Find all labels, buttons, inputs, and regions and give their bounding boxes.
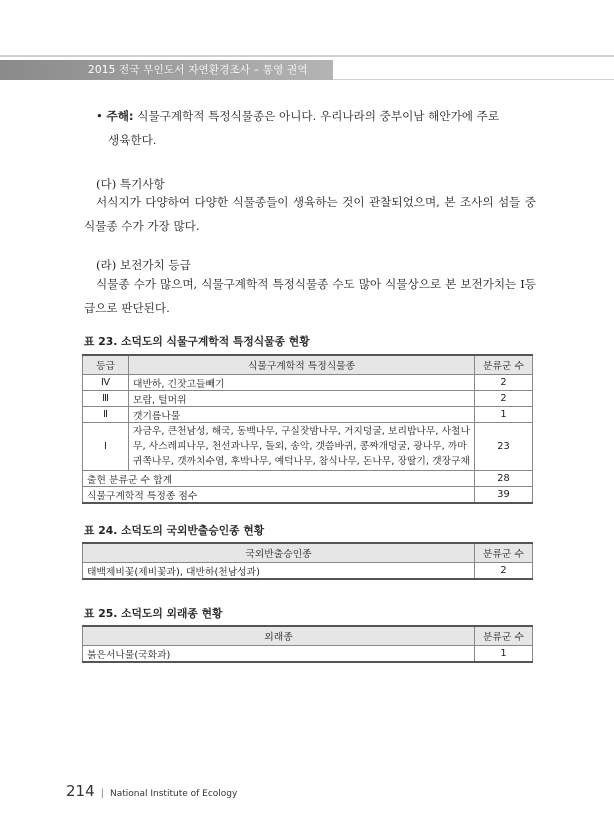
table-row — [83, 375, 533, 391]
table25-title: 표 25. 소덕도의 외래종 현황 — [84, 607, 223, 620]
table-row — [83, 423, 533, 471]
grade-cell: Ⅲ — [83, 391, 129, 407]
page-number: 214 — [66, 782, 95, 800]
table24-title: 표 24. 소덕도의 국외반출승인종 현황 — [84, 524, 265, 537]
table24-header-name: 국외반출승인종 — [83, 543, 475, 563]
table-row — [83, 407, 533, 423]
table-row — [83, 563, 533, 580]
species-line: 자금우, 큰천남성, 해국, 동백나무, 구실잣밤나무, 거지덩굴, 보리밥나무, 사철나 — [133, 426, 470, 437]
section-special-text: 서식지가 다양하여 다양한 식물종들이 생육하는 것이 관찰되었으며, 본 조사의 섬들 중 식물종 수가 가장 많다. — [84, 195, 536, 233]
table25-header-name: 외래종 — [83, 626, 475, 646]
table23-header-grade: 등급 — [83, 355, 129, 375]
page-footer — [66, 782, 237, 800]
score-value: 39 — [475, 487, 533, 504]
table24 — [82, 542, 533, 580]
note-paragraph — [96, 104, 536, 152]
table25-header-count: 분류군 수 — [475, 626, 533, 646]
count-cell: 1 — [475, 646, 533, 663]
species-cell: 모람, 털머위 — [129, 391, 475, 407]
grade-cell: Ⅰ — [83, 423, 129, 471]
name-cell: 태백제비꽃(제비꽃과), 대반하(천남성과) — [83, 563, 475, 580]
note-line1: 식물구계학적 특정식물종은 아니다. 우리나라의 중부이남 해안가에 주로 — [133, 109, 500, 123]
count-cell: 1 — [475, 407, 533, 423]
count-cell: 2 — [475, 391, 533, 407]
section-special-heading: (다) 특기사항 — [96, 177, 165, 191]
table-row-score — [83, 487, 533, 504]
running-header: 2015 전국 무인도서 자연환경조사 – 통영 권역 — [0, 60, 333, 80]
table-row-total — [83, 471, 533, 487]
species-cell: 대반하, 긴잣고들빼기 — [129, 375, 475, 391]
total-value: 28 — [475, 471, 533, 487]
table-row — [83, 391, 533, 407]
note-label: 주해: — [106, 109, 134, 123]
total-label: 출현 분류군 수 합계 — [83, 471, 475, 487]
table23-header-species: 식물구계학적 특정식물종 — [129, 355, 475, 375]
species-cell — [129, 423, 475, 471]
table24-header-count: 분류군 수 — [475, 543, 533, 563]
table25 — [82, 625, 533, 663]
grade-cell: Ⅱ — [83, 407, 129, 423]
table-row — [83, 646, 533, 663]
grade-cell: Ⅳ — [83, 375, 129, 391]
species-line: 무, 사스레피나무, 천선과나무, 돌외, 송악, 갯씀바귀, 콩짜개덩굴, 광나무, 까마 — [133, 441, 467, 452]
note-line2: 생육한다. — [108, 133, 157, 147]
count-cell: 23 — [475, 423, 533, 471]
name-cell: 붉은서나물(국화과) — [83, 646, 475, 663]
table23 — [82, 354, 533, 504]
species-cell: 갯기름나물 — [129, 407, 475, 423]
count-cell: 2 — [475, 375, 533, 391]
species-line: 귀쪽나무, 갯까치수염, 후박나무, 예덕나무, 참식나무, 돈나무, 장딸기, 갯장구채 — [133, 456, 470, 467]
footer-org: National Institute of Ecology — [110, 789, 238, 799]
table23-header-count: 분류군 수 — [475, 355, 533, 375]
header-rule — [0, 55, 614, 57]
score-label: 식물구계학적 특정종 점수 — [83, 487, 475, 504]
section-grade-text: 식물종 수가 많으며, 식물구계학적 특정식물종 수도 많아 식물상으로 본 보전가치는 I등급으로 판단된다. — [84, 277, 536, 315]
count-cell: 2 — [475, 563, 533, 580]
note-bullet: • — [96, 109, 103, 123]
footer-separator: | — [100, 788, 105, 799]
table23-title: 표 23. 소덕도의 식물구계학적 특정식물종 현황 — [84, 335, 310, 348]
header-line — [333, 79, 614, 80]
section-grade-heading: (라) 보전가치 등급 — [96, 258, 191, 272]
